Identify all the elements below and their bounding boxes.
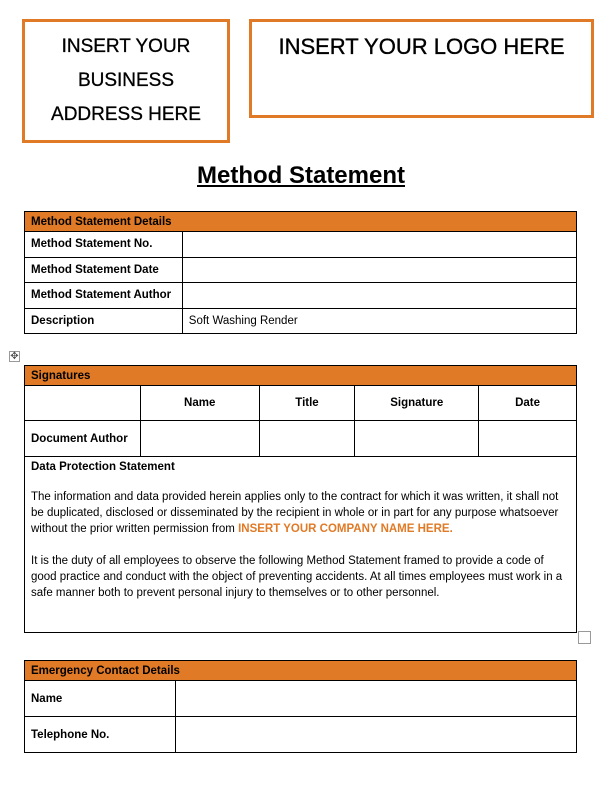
emergency-label: Telephone No. bbox=[25, 717, 176, 753]
details-header: Method Statement Details bbox=[25, 212, 577, 232]
emergency-name-field[interactable] bbox=[175, 681, 576, 717]
column-header-title: Title bbox=[259, 386, 355, 421]
details-label: Method Statement Date bbox=[25, 257, 183, 283]
emergency-phone-field[interactable] bbox=[175, 717, 576, 753]
table-resize-handle-icon[interactable] bbox=[578, 631, 591, 644]
emergency-header: Emergency Contact Details bbox=[25, 661, 577, 681]
data-protection-heading: Data Protection Statement bbox=[31, 461, 175, 473]
details-label: Description bbox=[25, 308, 183, 334]
details-value-field[interactable]: Soft Washing Render bbox=[182, 308, 576, 334]
author-title-field[interactable] bbox=[259, 421, 355, 457]
column-header bbox=[25, 386, 141, 421]
address-line: BUSINESS bbox=[77, 70, 175, 91]
column-header-date: Date bbox=[479, 386, 577, 421]
emergency-contact-table bbox=[24, 660, 577, 753]
author-signature-field[interactable] bbox=[355, 421, 479, 457]
page-title: Method Statement bbox=[196, 162, 405, 189]
details-value-field[interactable] bbox=[182, 283, 576, 309]
column-header-signature: Signature bbox=[355, 386, 479, 421]
address-line: ADDRESS HERE bbox=[51, 104, 201, 125]
company-name-placeholder: INSERT YOUR COMPANY NAME HERE bbox=[238, 523, 450, 535]
details-label: Method Statement No. bbox=[25, 232, 183, 258]
method-statement-details-table bbox=[24, 211, 577, 334]
details-label: Method Statement Author bbox=[25, 283, 183, 309]
author-date-field[interactable] bbox=[479, 421, 577, 457]
paragraph-end: . bbox=[449, 523, 453, 535]
details-value-field[interactable] bbox=[182, 232, 576, 258]
signatures-header: Signatures bbox=[25, 366, 577, 386]
paragraph-text: The information and data provided herein applies only to the contract for which it was written, it shall not be duplicated, disclosed or disseminated by the recipient in whole or in part for any purpose whatsoever without the prior written permission from bbox=[31, 491, 559, 535]
document-author-label: Document Author bbox=[25, 421, 141, 457]
logo-box bbox=[249, 19, 594, 118]
emergency-label: Name bbox=[25, 681, 176, 717]
data-protection-section bbox=[25, 457, 577, 633]
table-move-handle-icon[interactable]: ✥ bbox=[10, 351, 19, 362]
business-address-box bbox=[22, 19, 230, 143]
logo-placeholder-text: INSERT YOUR LOGO HERE bbox=[278, 34, 565, 59]
column-header-name: Name bbox=[140, 386, 259, 421]
signatures-table bbox=[24, 365, 577, 633]
duty-paragraph: It is the duty of all employees to observe the following Method Statement framed to provide a code of good practice and conduct with the object of preventing accidents. At all times employees must work in a safe manner both to prevent personal injury to themselves or to other personnel. bbox=[31, 555, 563, 599]
data-protection-paragraph bbox=[25, 489, 576, 537]
address-line: INSERT YOUR bbox=[61, 36, 191, 57]
details-value-field[interactable] bbox=[182, 257, 576, 283]
author-name-field[interactable] bbox=[140, 421, 259, 457]
